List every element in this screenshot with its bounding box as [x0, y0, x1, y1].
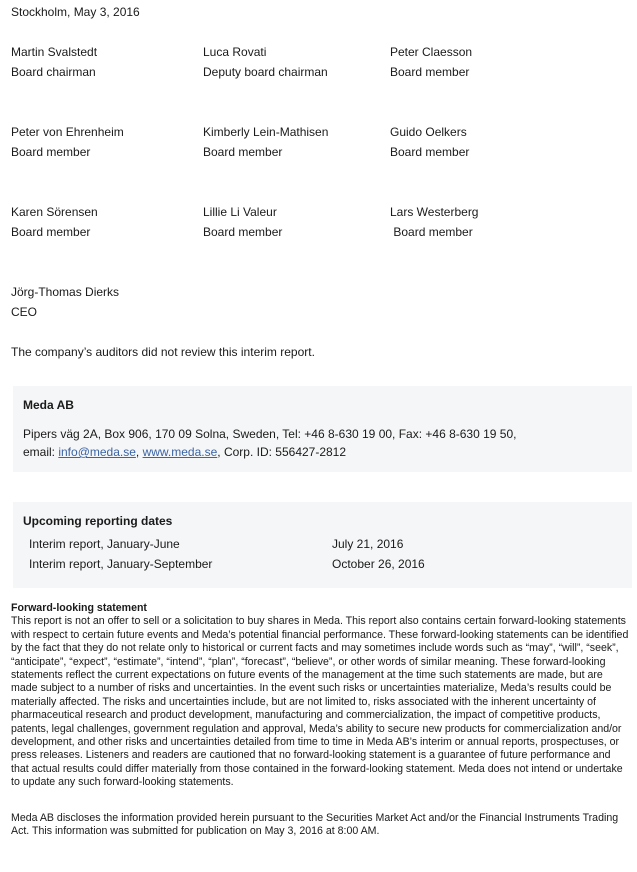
signatory-name: Lillie Li Valeur	[203, 205, 277, 219]
signatory-title: Deputy board chairman	[203, 65, 328, 79]
signatory-title: Board member	[390, 225, 473, 239]
email-link[interactable]: info@meda.se	[58, 445, 136, 459]
signatory-title: Board member	[390, 65, 470, 79]
signature-cell	[390, 206, 637, 239]
signature-cell	[11, 46, 203, 79]
signatory-name: Karen Sörensen	[11, 205, 98, 219]
report-period: Interim report, January-June	[29, 537, 180, 551]
corp-id-text: , Corp. ID: 556427-2812	[217, 445, 347, 459]
disclosure-note: Meda AB discloses the information provided herein pursuant to the Securities Market Act and/or the Financial Instruments Trading Act. This information was submitted for publication on May 3, 2016 at 8:00 AM.	[11, 811, 619, 838]
list-item	[29, 534, 618, 554]
auditors-note: The company’s auditors did not review this interim report.	[11, 345, 315, 359]
signatory-name: Peter von Ehrenheim	[11, 125, 124, 139]
website-link[interactable]: www.meda.se	[142, 445, 218, 459]
forward-looking-statement	[11, 602, 630, 790]
contact-box	[13, 386, 632, 472]
contact-line	[23, 443, 618, 461]
signatory-name: Lars Westerberg	[390, 205, 479, 219]
signatory-name: Peter Claesson	[390, 45, 473, 59]
signatory-name: Luca Rovati	[203, 45, 267, 59]
dateline: Stockholm, May 3, 2016	[11, 5, 140, 19]
signatory-title: Board member	[11, 145, 91, 159]
signature-cell	[11, 126, 203, 159]
signatory-title: Board chairman	[11, 65, 96, 79]
signatory-title: Board member	[203, 225, 283, 239]
signature-cell	[390, 46, 637, 79]
forward-looking-body: This report is not an offer to sell or a solicitation to buy shares in Meda. This report also contains certain forward-looking statements with respect to certain future events and Meda’s potential financial performance. These forward-looking statements can be identified by the fact that they do not relate only to historical or current facts and may sometimes include words such as “may”, “will”, “seek”, “anticipate”, “expect”, “estimate”, “intend”, “plan”, “forecast”, “believe”, or other words of similar meaning. These forward-looking statements reflect the current expectations on future events of the management at the time such statements are made, but are made subject to a number of risks and uncertainties. In the event such risks or uncertainties materialize, Meda’s results could be materially affected. The risks and uncertainties include, but are not limited to, risks associated with the inherent uncertainty of pharmaceutical research and product development, manufacturing and commercialization, the impact of competitive products, patents, legal challenges, government regulation and approval, Meda’s ability to secure new products for commercialization and/or development, and other risks and uncertainties detailed from time to time in Meda AB’s interim or annual reports, prospectuses, or press releases. Listeners and readers are cautioned that no forward-looking statement is a guarantee of future performance and that actual results could differ materially from those contained in the forward-looking statement. Meda does not intend or undertake to update any such forward-looking statements.	[11, 615, 629, 789]
contact-details	[23, 425, 618, 461]
signature-cell	[203, 126, 390, 159]
signatory-name: Guido Oelkers	[390, 125, 467, 139]
reporting-dates-box	[13, 502, 632, 588]
signatory-title: CEO	[11, 305, 38, 319]
address-line: Pipers väg 2A, Box 906, 170 09 Solna, Sweden, Tel: +46 8-630 19 00, Fax: +46 8-630 19 50,	[23, 427, 517, 441]
signatory-title: Board member	[390, 145, 470, 159]
signatory-title: Board member	[11, 225, 91, 239]
signatory-name: Martin Svalstedt	[11, 45, 98, 59]
signatory-name: Kimberly Lein-Mathisen	[203, 125, 329, 139]
reporting-dates-list	[29, 534, 618, 574]
report-date: October 26, 2016	[332, 557, 425, 571]
signature-cell	[11, 206, 203, 239]
ceo-signature	[11, 286, 637, 319]
signature-cell	[203, 206, 390, 239]
email-label: email:	[23, 445, 59, 459]
signatory-name: Jörg-Thomas Dierks	[11, 285, 120, 299]
company-name: Meda AB	[23, 398, 74, 412]
signature-cell	[203, 46, 390, 79]
reporting-dates-title: Upcoming reporting dates	[23, 514, 173, 528]
list-item	[29, 554, 618, 574]
signatory-title: Board member	[203, 145, 283, 159]
signature-grid	[11, 46, 637, 239]
separator-text: ,	[135, 445, 143, 459]
report-date: July 21, 2016	[332, 537, 404, 551]
forward-looking-heading: Forward-looking statement	[11, 602, 147, 614]
signature-cell	[390, 126, 637, 159]
report-period: Interim report, January-September	[29, 557, 213, 571]
